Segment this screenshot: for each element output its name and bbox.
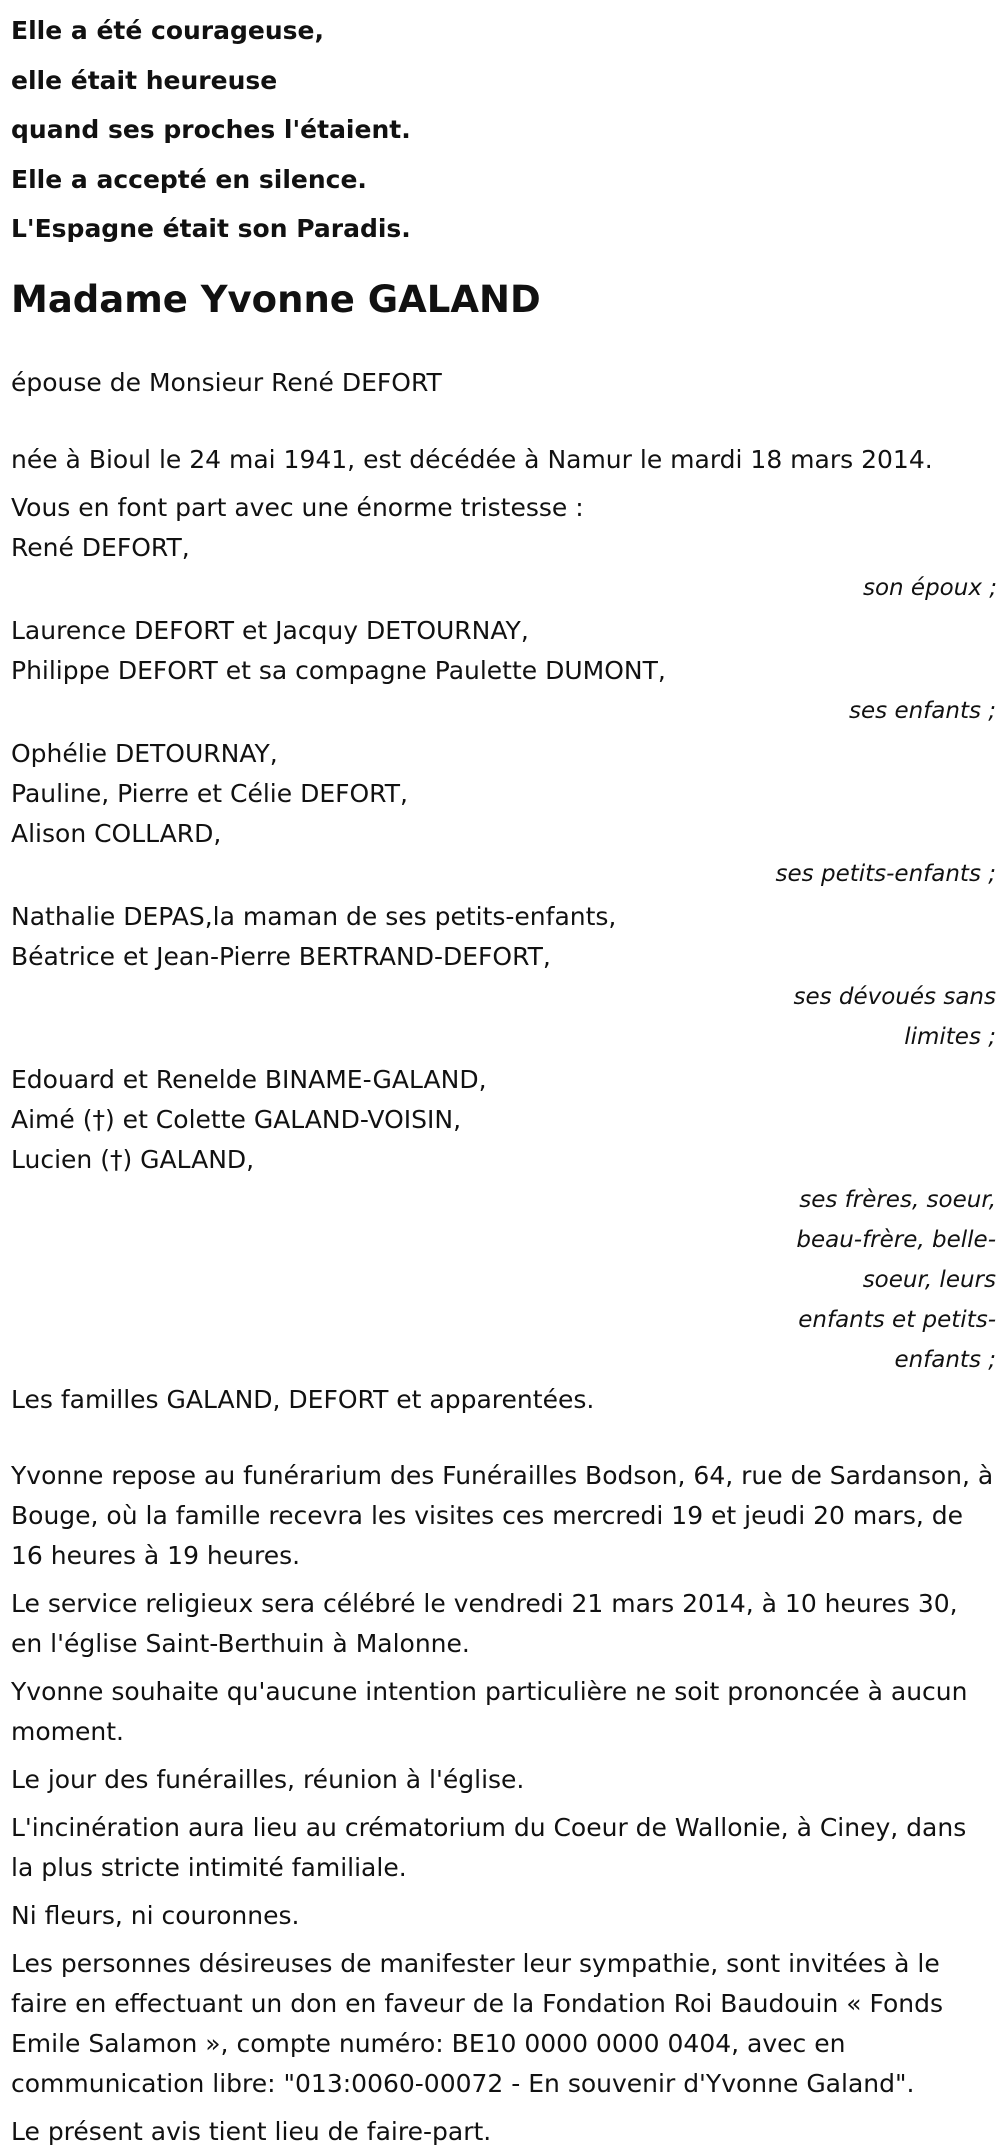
families-line: Les familles GALAND, DEFORT et apparentées. [11, 1384, 595, 1414]
deceased-name: Madame Yvonne GALAND [11, 277, 541, 321]
relative-name: Laurence DEFORT et Jacquy DETOURNAY, [11, 615, 529, 645]
poem-line: Elle a accepté en silence. [11, 164, 367, 194]
poem-block [11, 6, 996, 254]
relative-name: Pauline, Pierre et Célie DEFORT, [11, 778, 408, 808]
paragraph-flowers: Ni fleurs, ni couronnes. [11, 1900, 300, 1930]
relative-name: René DEFORT, [11, 532, 190, 562]
paragraph-donation: Les personnes désireuses de manifester leur sympathie, sont invitées à le faire en effectuant un don en faveur de la Fondation Roi Baudouin « Fonds Emile Salamon », compte numéro: BE10 0000 0000 0404, avec en communication libre: "013:0060-00072 - En souvenir d'Yvonne Galand". [11, 1948, 944, 2098]
relatives-devoted [11, 897, 996, 1057]
paragraph-visitation: Yvonne repose au funérarium des Funérailles Bodson, 64, rue de Sardanson, à Bouge, où la famille recevra les visites ces mercredi 19 et jeudi 20 mars, de 16 heures à 19 heures. [11, 1460, 994, 1570]
poem-line: elle était heureuse [11, 65, 278, 95]
obituary-notice [11, 0, 996, 2152]
relative-name: Edouard et Renelde BINAME-GALAND, [11, 1064, 487, 1094]
relation-label: ses enfants ; [849, 697, 996, 724]
poem-line: L'Espagne était son Paradis. [11, 214, 411, 243]
relatives-spouse [11, 528, 996, 608]
relation-label: ses petits-enfants ; [775, 860, 996, 887]
announce-intro: Vous en font part avec une énorme tristesse : [11, 492, 584, 522]
poem-line: Elle a été courageuse, [11, 16, 324, 45]
paragraph-service: Le service religieux sera célébré le vendredi 21 mars 2014, à 10 heures 30, en l'église Saint-Berthuin à Malonne. [11, 1588, 958, 1658]
relatives-siblings [11, 1060, 996, 1380]
relative-name: Philippe DEFORT et sa compagne Paulette DUMONT, [11, 655, 666, 685]
relative-name: Nathalie DEPAS,la maman de ses petits-enfants, [11, 901, 617, 931]
relation-label: ses frères, soeur, beau-frère, belle-soeur, leurs enfants et petits-enfants ; [796, 1186, 996, 1373]
relatives-children [11, 611, 996, 731]
relative-name: Alison COLLARD, [11, 818, 222, 848]
relative-name: Lucien (†) GALAND, [11, 1144, 255, 1174]
relative-name: Ophélie DETOURNAY, [11, 738, 278, 768]
paragraph-cremation: L'incinération aura lieu au crématorium du Coeur de Wallonie, à Ciney, dans la plus stricte intimité familiale. [11, 1812, 967, 1882]
relatives-grandchildren [11, 734, 996, 894]
spouse-line: épouse de Monsieur René DEFORT [11, 367, 442, 397]
relative-name: Béatrice et Jean-Pierre BERTRAND-DEFORT, [11, 941, 551, 971]
birth-death-line: née à Bioul le 24 mai 1941, est décédée à Namur le mardi 18 mars 2014. [11, 444, 933, 474]
paragraph-closing: Le présent avis tient lieu de faire-part. [11, 2116, 492, 2146]
relative-name: Aimé (†) et Colette GALAND-VOISIN, [11, 1104, 462, 1134]
paragraph-gathering: Le jour des funérailles, réunion à l'église. [11, 1764, 525, 1794]
paragraph-wish: Yvonne souhaite qu'aucune intention particulière ne soit prononcée à aucun moment. [11, 1676, 968, 1746]
poem-line: quand ses proches l'étaient. [11, 115, 411, 144]
relation-label: ses dévoués sans limites ; [793, 983, 996, 1050]
details-block [11, 1456, 996, 2152]
relation-label: son époux ; [862, 574, 997, 601]
